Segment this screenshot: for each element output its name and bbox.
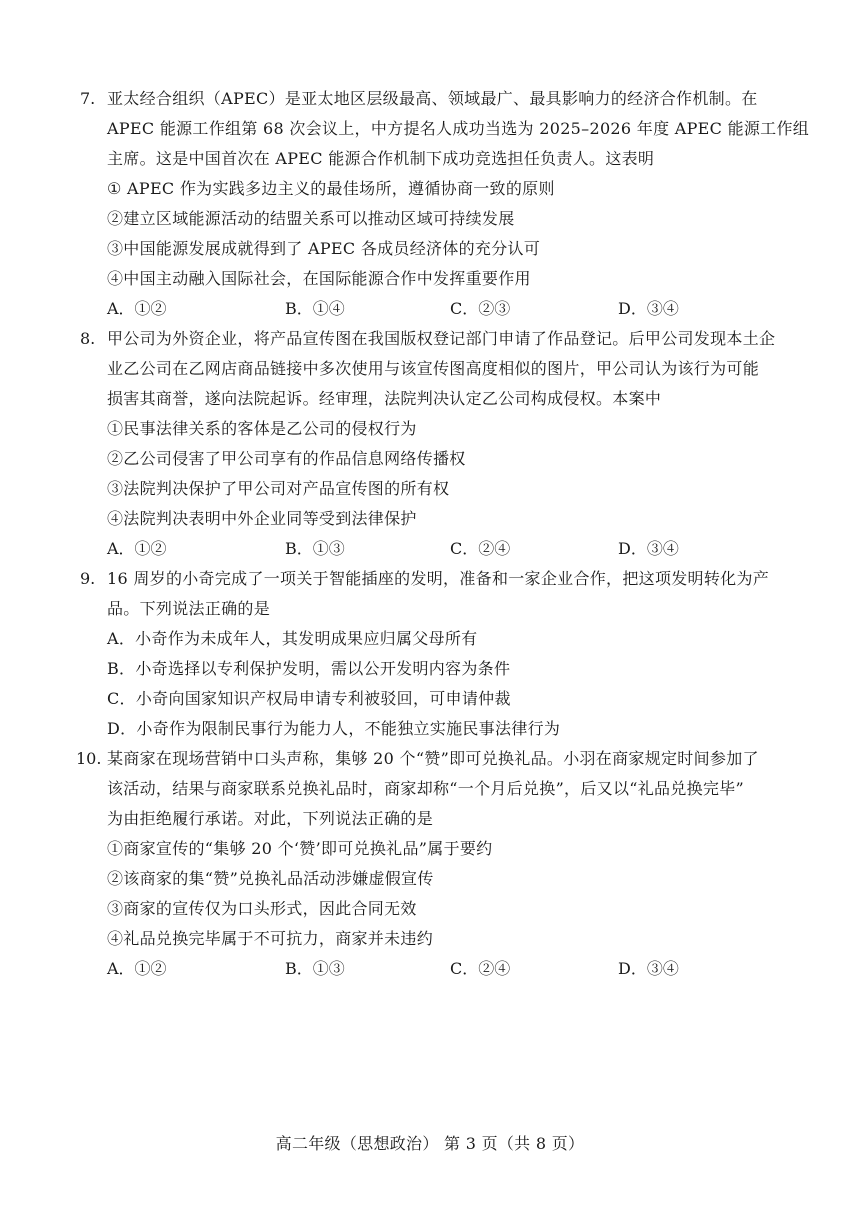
option-c: C．②④ xyxy=(450,539,511,558)
question-number: 9. xyxy=(80,569,96,588)
question-stem-line: 为由拒绝履行承诺。对此，下列说法正确的是 xyxy=(107,809,434,828)
statement: ④礼品兑换完毕属于不可抗力，商家并未违约 xyxy=(107,929,434,948)
statement: ①民事法律关系的客体是乙公司的侵权行为 xyxy=(107,419,417,438)
question-number: 10. xyxy=(76,749,102,768)
question-stem-line: 业乙公司在乙网店商品链接中多次使用与该宣传图高度相似的图片，甲公司认为该行为可能 xyxy=(107,359,760,378)
statement: ③法院判决保护了甲公司对产品宣传图的所有权 xyxy=(107,479,450,498)
statement: ④法院判决表明中外企业同等受到法律保护 xyxy=(107,509,417,528)
question-stem-line: 品。下列说法正确的是 xyxy=(107,599,271,618)
question-stem-line: 16 周岁的小奇完成了一项关于智能插座的发明，准备和一家企业合作，把这项发明转化为产 xyxy=(107,569,770,588)
statement: ①商家宣传的“集够 20 个‘赞’即可兑换礼品”属于要约 xyxy=(107,839,493,858)
question-stem-line: 损害其商誉，遂向法院起诉。经审理，法院判决认定乙公司构成侵权。本案中 xyxy=(107,389,662,408)
statement: ③中国能源发展成就得到了 APEC 各成员经济体的充分认可 xyxy=(107,239,541,258)
option-b: B．①③ xyxy=(285,539,345,558)
statement: ① APEC 作为实践多边主义的最佳场所，遵循协商一致的原则 xyxy=(107,179,555,198)
question-stem-line: 某商家在现场营销中口头声称，集够 20 个“赞”即可兑换礼品。小羽在商家规定时间参加了 xyxy=(107,749,759,768)
page-footer: 高二年级（思想政治） 第 3 页（共 8 页） xyxy=(275,1134,585,1153)
statement: ②建立区域能源活动的结盟关系可以推动区域可持续发展 xyxy=(107,209,515,228)
choice-c: C．小奇向国家知识产权局申请专利被驳回，可申请仲裁 xyxy=(107,689,511,708)
question-stem-line: 亚太经合组织（APEC）是亚太地区层级最高、领域最广、最具影响力的经济合作机制。在 xyxy=(107,89,758,108)
option-c: C．②④ xyxy=(450,959,511,978)
option-d: D．③④ xyxy=(618,539,679,558)
option-a: A．①② xyxy=(107,299,167,318)
option-d: D．③④ xyxy=(618,959,679,978)
question-number: 8. xyxy=(80,329,96,348)
option-b: B．①③ xyxy=(285,959,345,978)
statement: ②乙公司侵害了甲公司享有的作品信息网络传播权 xyxy=(107,449,466,468)
question-stem-line: 该活动，结果与商家联系兑换礼品时，商家却称“一个月后兑换”，后又以“礼品兑换完毕” xyxy=(107,779,745,798)
option-a: A．①② xyxy=(107,539,167,558)
statement: ②该商家的集“赞”兑换礼品活动涉嫌虚假宣传 xyxy=(107,869,434,888)
option-c: C．②③ xyxy=(450,299,511,318)
option-b: B．①④ xyxy=(285,299,345,318)
statement: ③商家的宣传仅为口头形式，因此合同无效 xyxy=(107,899,417,918)
choice-d: D．小奇作为限制民事行为能力人，不能独立实施民事法律行为 xyxy=(107,719,561,738)
option-a: A．①② xyxy=(107,959,167,978)
option-d: D．③④ xyxy=(618,299,679,318)
question-number: 7. xyxy=(80,89,96,108)
choice-b: B．小奇选择以专利保护发明，需以公开发明内容为条件 xyxy=(107,659,511,678)
question-stem-line: APEC 能源工作组第 68 次会议上，中方提名人成功当选为 2025–2026 年度 APEC 能源工作组 xyxy=(107,119,810,138)
choice-a: A．小奇作为未成年人，其发明成果应归属父母所有 xyxy=(107,629,478,648)
question-stem-line: 主席。这是中国首次在 APEC 能源合作机制下成功竞选担任负责人。这表明 xyxy=(107,149,655,168)
statement: ④中国主动融入国际社会，在国际能源合作中发挥重要作用 xyxy=(107,269,531,288)
question-stem-line: 甲公司为外资企业，将产品宣传图在我国版权登记部门申请了作品登记。后甲公司发现本土企 xyxy=(107,329,776,348)
